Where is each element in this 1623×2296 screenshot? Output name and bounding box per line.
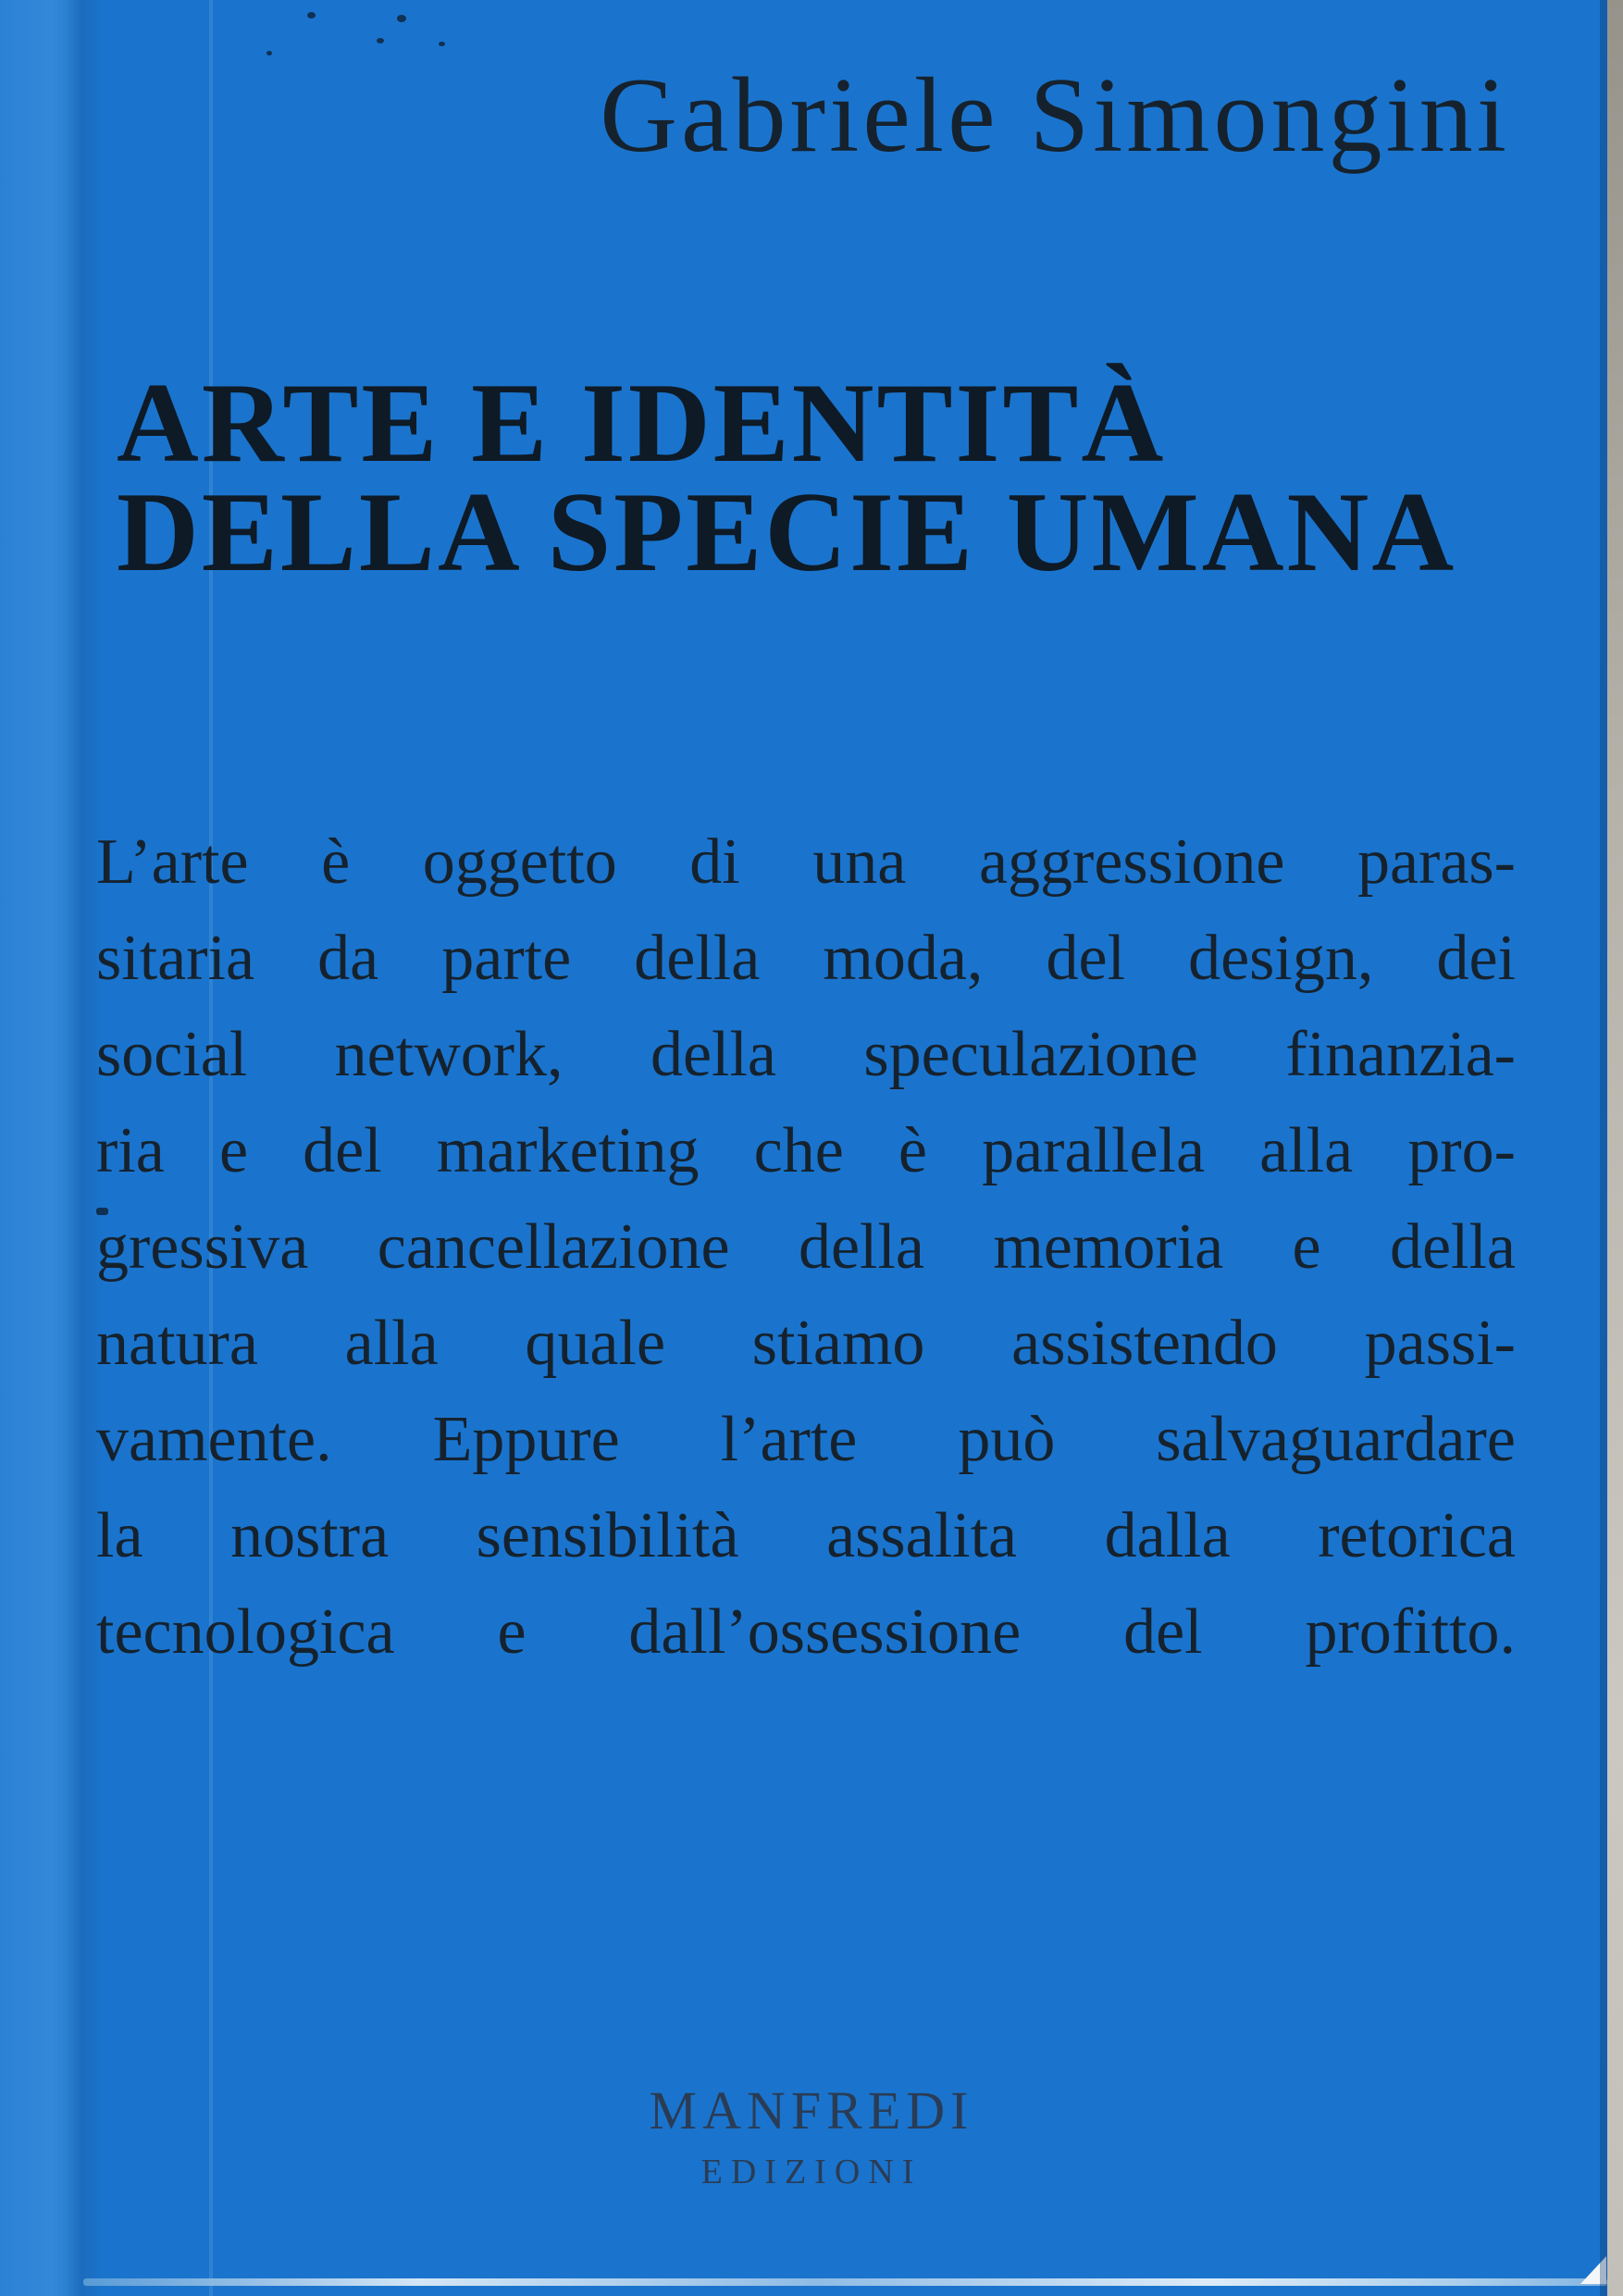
blurb-line: vamente. Eppure l’arte può salvaguardare [96, 1404, 1516, 1475]
page-edge-highlight [83, 2278, 1607, 2286]
title-line-2: DELLA SPECIE UMANA [117, 468, 1457, 595]
blurb-line: la nostra sensibilità assalita dalla retorica [96, 1500, 1516, 1571]
blurb-line: ria e del marketing che è parallela alla pro- [96, 1115, 1516, 1186]
publisher-subtitle: EDIZIONI [700, 2152, 923, 2191]
book-title [117, 359, 1457, 595]
publisher-name: MANFREDI [649, 2080, 974, 2141]
author-name: Gabriele Simongini [600, 56, 1510, 175]
ink-speck [307, 12, 316, 19]
blurb-line: sitaria da parte della moda, del design, dei [96, 923, 1516, 994]
back-blurb-paragraph [96, 814, 1516, 1681]
blurb-line: tecnologica e dall’ossessione del profitto. [96, 1596, 1516, 1668]
ink-speck [377, 38, 384, 43]
blurb-line: gressiva cancellazione della memoria e della [96, 1211, 1516, 1283]
publisher-logo [0, 2080, 1623, 2191]
ink-speck [439, 42, 445, 46]
ink-speck [397, 15, 406, 22]
cover-edge-shadow [1600, 0, 1607, 2296]
blurb-line: L’arte è oggetto di una aggressione paras- [96, 826, 1516, 898]
blurb-line: natura alla quale stiamo assistendo passi- [96, 1308, 1516, 1379]
ink-speck [266, 51, 272, 56]
scan-edge-gray [1607, 0, 1623, 2296]
spine-highlight [0, 0, 111, 2296]
blurb-line: social network, della speculazione finanzia- [96, 1019, 1516, 1090]
title-line-1: ARTE E IDENTITÀ [117, 359, 1167, 486]
